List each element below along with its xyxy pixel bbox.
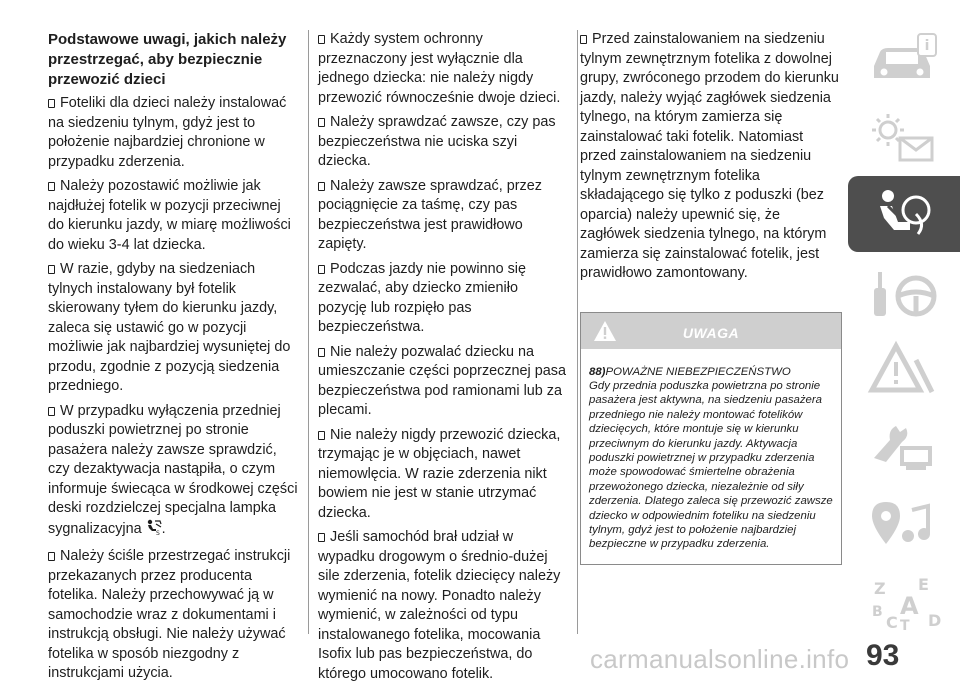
alphabetical-index-icon — [866, 574, 946, 634]
paragraph: W przypadku wyłączenia przedniej poduszki powietrznej po stronie pasażera należy zawsze sprawdzić, czy dezaktywacja nastąpiła, o czym informuje świecąca w środkowej części deski rozdzielczej specjalna lampka sygnalizacyjna S . — [48, 402, 298, 543]
tab-starting-driving[interactable] — [848, 254, 960, 330]
tab-car-info[interactable] — [848, 22, 960, 98]
passenger-airbag-off-icon — [146, 519, 162, 543]
column-2 — [318, 30, 568, 689]
index-letter: Z — [874, 579, 886, 598]
bullet-icon — [318, 533, 325, 542]
bullet-icon — [318, 265, 325, 274]
index-letter: B — [872, 604, 883, 620]
bullet-icon — [48, 552, 55, 561]
paragraph: Podczas jazdy nie powinno się zezwalać, aby dziecko zmieniło pozycję lub rozpięło pas bezpieczeństwa. — [318, 260, 526, 335]
page-number: 93 — [866, 639, 900, 672]
bullet-icon — [48, 182, 55, 191]
column-divider — [577, 30, 578, 634]
paragraph: Nie należy pozwalać dziecku na umieszczanie części poprzecznej pasa bezpieczeństwa pod ramionami lub za plecami. — [318, 343, 566, 418]
car-info-icon — [866, 30, 946, 90]
paragraph: Należy pozostawić możliwie jak najdłużej fotelik w pozycji przeciwnej do kierunku jazdy, w miarę możliwości do wieku 3-4 lat dziecka. — [48, 178, 291, 253]
paragraph: Przed zainstalowaniem na siedzeniu tylnym zewnętrznym fotelika z dowolnej grupy, zwróconego przodem do kierunku jazdy, należy wyjąć zagłówek siedzenia tylnego, na którym zamierza się zainstalować taki fotelik. Natomiast przed zainstalowaniem na siedzeniu tylnym zewnętrznym fotelika składającego się tylko z poduszki (bez oparcia) należy upewnić się, że zagłówek siedzenia tylnego, na którym zamierza się zainstalować fotelik, jest prawidłowo zamontowany. — [580, 31, 839, 281]
watermark: carmanualsonline.info — [590, 644, 850, 674]
paragraph: Nie należy nigdy przewozić dziecka, trzymając je w objęciach, nawet niemowlęcia. W razie zderzenia nikt bowiem nie jest w stanie utrzymać dziecka. — [318, 426, 561, 521]
warning-heading: POWAŻNE NIEBEZPIECZEŃSTWO — [605, 365, 791, 378]
bullet-icon — [48, 99, 55, 108]
tab-maintenance[interactable] — [848, 410, 960, 486]
bullet-icon — [580, 35, 587, 44]
warning-title: UWAGA — [682, 324, 740, 341]
svg-text:i: i — [924, 38, 930, 54]
index-letter: D — [928, 611, 942, 630]
bullet-icon — [48, 265, 55, 274]
bullet-icon — [318, 35, 325, 44]
warning-box — [580, 312, 842, 565]
paragraph: Należy zawsze sprawdzać, przez pociągnięcie za taśmę, czy pas bezpieczeństwa jest prawidłowo zapięty. — [318, 177, 542, 252]
tab-index[interactable] — [848, 566, 960, 642]
section-heading: Podstawowe uwagi, jakich należy przestrzegać, aby bezpiecznie przewozić dzieci — [48, 31, 287, 88]
paragraph: Należy sprawdzać zawsze, czy pas bezpieczeństwa nie uciska szyi dziecka. — [318, 114, 556, 169]
paragraph: Każdy system ochronny przeznaczony jest wyłącznie dla jednego dziecka: nie należy nigdy przewozić równocześnie dwoje dzieci. — [318, 31, 561, 106]
warning-triangle-tools-icon — [866, 340, 946, 400]
paragraph: Należy ściśle przestrzegać instrukcji przekazanych przez producenta fotelika. Należy przechowywać ją w samochodzie wraz z dokumentami i instrukcją obsługi. Nie należy używać fotelika w sposób niezgodny z instrukcjami użycia. — [48, 548, 291, 681]
warning-body: Gdy przednia poduszka powietrzna po stronie pasażera jest aktywna, na siedzeniu pasażera przedniego nie należy montować fotelików dziecięcych, które montuje się w kierunku przeciwnym do kierunku jazdy. Aktywacja poduszki powietrznej w przypadku zderzenia może spowodować śmiertelne obrażenia przewożonego dziecka, niezależnie od siły zderzenia. Dlatego zaleca się przewozić zawsze dziecko w odpowiednim foteliku na siedzeniu tylnym, gdyż jest to położenie najbardziej bezpieczne w przypadku zderzenia. — [589, 379, 833, 551]
tab-safety[interactable] — [848, 176, 960, 252]
warning-lights-icon — [866, 108, 946, 168]
index-letter: E — [918, 575, 929, 594]
bullet-icon — [48, 407, 55, 416]
paragraph: Jeśli samochód brał udział w wypadku drogowym o średnio-dużej sile zderzenia, fotelik dziecięcy należy wymienić na nowy. Ponadto należy wymienić, w zależności od typu instalowanego fotelika, mocowania Isofix lub pas bezpieczeństwa, do którego umocowano fotelik. — [318, 529, 561, 682]
key-steering-wheel-icon — [866, 262, 946, 322]
tab-multimedia[interactable] — [848, 488, 960, 564]
warning-text — [581, 349, 841, 552]
music-location-icon — [866, 496, 946, 556]
bullet-icon — [318, 182, 325, 191]
index-letter: C — [886, 613, 898, 632]
bullet-icon — [318, 348, 325, 357]
paragraph: Foteliki dla dzieci należy instalować na siedzeniu tylnym, gdyż jest to położenie najbardziej chronione w przypadku zderzenia. — [48, 95, 287, 170]
service-wrench-icon — [866, 418, 946, 478]
index-letter: T — [900, 618, 910, 634]
index-letter: A — [900, 592, 919, 620]
column-3 — [580, 30, 842, 565]
tab-emergency[interactable] — [848, 332, 960, 408]
paragraph: W razie, gdyby na siedzeniach tylnych instalowany był fotelik skierowany tyłem do kierunku jazdy, zaleca się ustawić go w pozycji możliwie jak najbardziej wysuniętej do przodu, zgodnie z pozycją siedzenia przedniego. — [48, 261, 291, 394]
warning-header — [581, 313, 841, 349]
bullet-icon — [318, 431, 325, 440]
bullet-icon — [318, 118, 325, 127]
column-1 — [48, 30, 298, 689]
column-divider — [308, 30, 309, 634]
warning-reference: 88) — [589, 365, 606, 378]
svg-text:S: S — [155, 529, 160, 536]
seat-airbag-icon — [866, 184, 946, 244]
tab-warning-lights[interactable] — [848, 100, 960, 176]
